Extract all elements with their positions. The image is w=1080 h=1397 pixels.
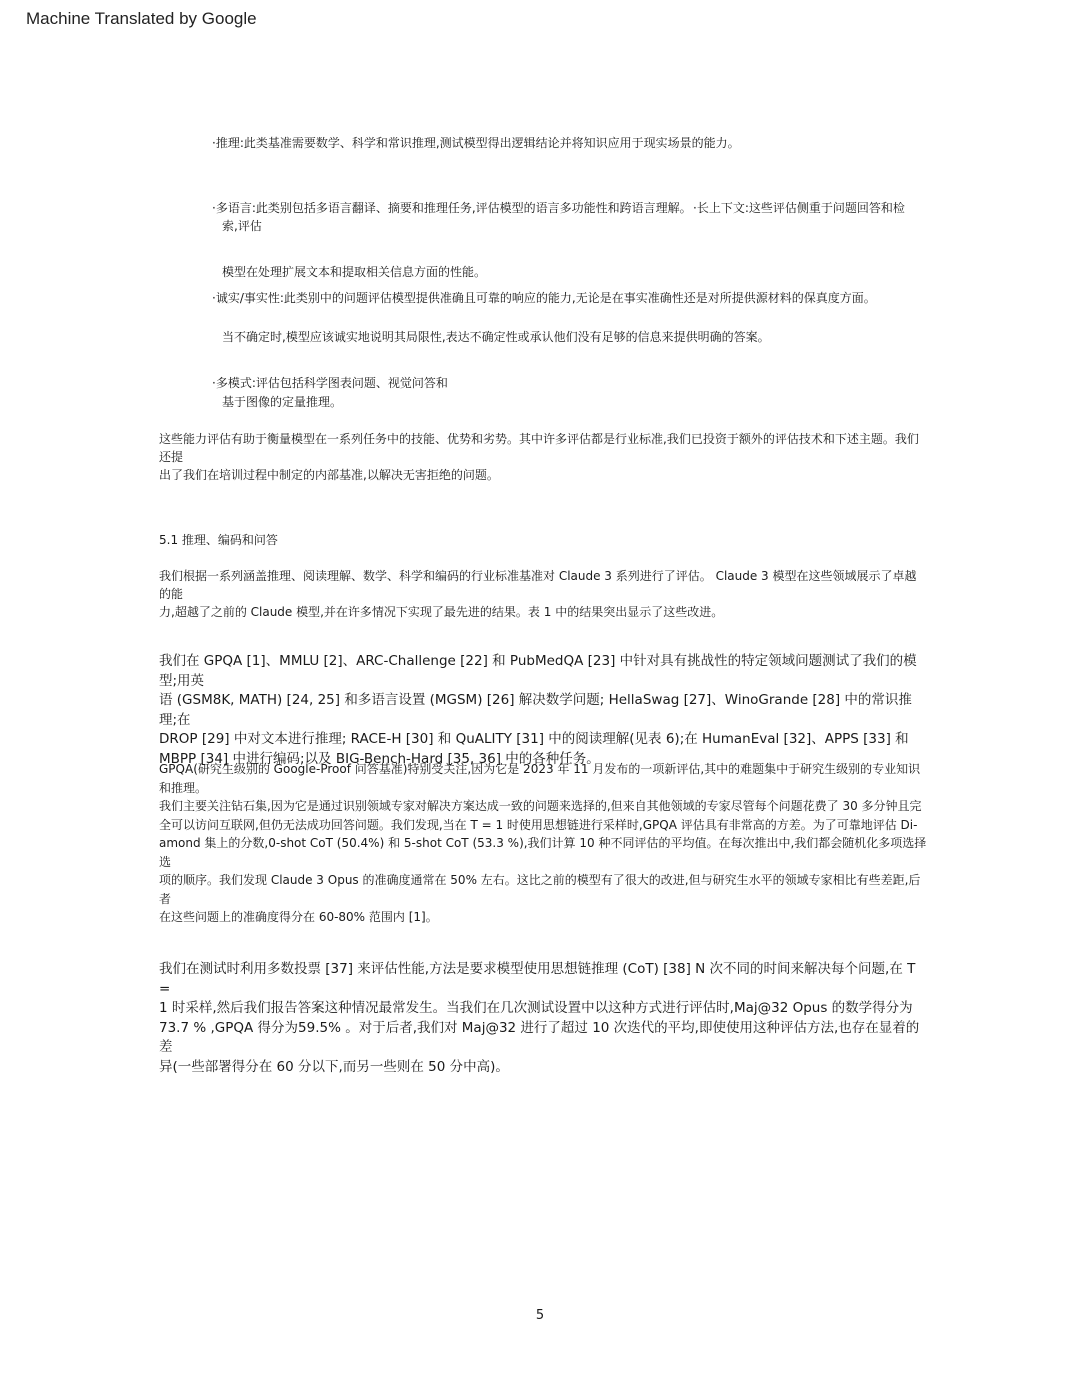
bullet-multilingual: ·多语言:此类别包括多语言翻译、摘要和推理任务,评估模型的语言多功能性和跨语言理解。: [212, 201, 692, 215]
page-number: 5: [535, 1308, 545, 1323]
machine-translation-banner: Machine Translated by Google: [26, 9, 257, 28]
bullet-long-context: ·长上下文:这些评估侧重于问题回答和检: [693, 201, 905, 215]
majority-vote-paragraph: 我们在测试时利用多数投票 [37] 来评估性能,方法是要求模型使用思想链推理 (CoT) [38] N 次不同的时间来解决每个问题,在 T = 1 时采样,然后我们报告答案这种情况最常发生。当我们在几次测试设置中以这种方式进行评估时,Maj@32 Opus 的数学得分为 73.7 % ,GPQA 得分为59.5% 。对于后者,我们对 Maj@32 进行了超过 10 次迭代的平均,即使使用这种评估方法,也存在显着的差 异(一些部署得分在 60 分以下,而另一些则在 50 分中高)。: [159, 961, 920, 1075]
summary-paragraph: 这些能力评估有助于衡量模型在一系列任务中的技能、优势和劣势。其中许多评估都是行业标准,我们已投资于额外的评估技术和下述主题。我们还提 出了我们在培训过程中制定的内部基准,以解决无害拒绝的问题。: [159, 432, 919, 482]
intro-paragraph: 我们根据一系列涵盖推理、阅读理解、数学、科学和编码的行业标准基准对 Claude 3 系列进行了评估。 Claude 3 模型在这些领域展示了卓越的能 力,超越了之前的 Claude 模型,并在许多情况下实现了最先进的结果。表 1 中的结果突出显示了这些改进。: [159, 569, 917, 619]
bullet-long-context-continuation: 索,评估: [222, 219, 262, 233]
bullet-multimodal-line2: 基于图像的定量推理。: [222, 395, 343, 409]
bullet-honesty: ·诚实/事实性:此类别中的问题评估模型提供准确且可靠的响应的能力,无论是在事实准确性还是对所提供源材料的保真度方面。: [212, 291, 876, 305]
bullet-multimodal: ·多模式:评估包括科学图表问题、视觉问答和: [212, 376, 448, 390]
bullet-long-context-line2: 模型在处理扩展文本和提取相关信息方面的性能。: [222, 265, 487, 279]
benchmarks-paragraph: 我们在 GPQA [1]、MMLU [2]、ARC-Challenge [22] 和 PubMedQA [23] 中针对具有挑战性的特定领域问题测试了我们的模型;用英 语 (GSM8K, MATH) [24, 25] 和多语言设置 (MGSM) [26] 解决数学问题; HellaSwag [27]、WinoGrande [28] 中的常识推理;在 DROP [29] 中对文本进行推理; RACE-H [30] 和 QuALITY [31] 中的阅读理解(见表 6);在 HumanEval [32]、APPS [33] 和 MBPP [34] 中进行编码;以及 BIG-Bench-Hard [35, 36] 中的各种任务。: [159, 653, 917, 767]
section-heading: 5.1 推理、编码和问答: [159, 533, 278, 547]
bullet-honesty-line2: 当不确定时,模型应该诚实地说明其局限性,表达不确定性或承认他们没有足够的信息来提供明确的答案。: [222, 330, 770, 344]
bullet-reasoning: ·推理:此类基准需要数学、科学和常识推理,测试模型得出逻辑结论并将知识应用于现实场景的能力。: [212, 136, 740, 150]
gpqa-paragraph: GPQA(研究生级别的 Google-Proof 问答基准)特别受关注,因为它是 2023 年 11 月发布的一项新评估,其中的难题集中于研究生级别的专业知识 和推理。 我们主要关注钻石集,因为它是通过识别领域专家对解决方案达成一致的问题来选择的,但来自其他领域的专家尽管每个问题花费了 30 多分钟且完 全可以访问互联网,但仍无法成功回答问题。我们发现,当在 T = 1 时使用思想链进行采样时,GPQA 评估具有非常高的方差。为了可靠地评估 Di- amond 集上的分数,0-shot CoT (50.4%) 和 5-shot CoT (53.3 %),我们计算 10 种不同评估的平均值。在每次推出中,我们都会随机化多项选择选 项的顺序。我们发现 Claude 3 Opus 的准确度通常在 50% 左右。这比之前的模型有了很大的改进,但与研究生水平的领域专家相比有些差距,后者 在这些问题上的准确度得分在 60-80% 范围内 [1]。: [159, 762, 927, 924]
